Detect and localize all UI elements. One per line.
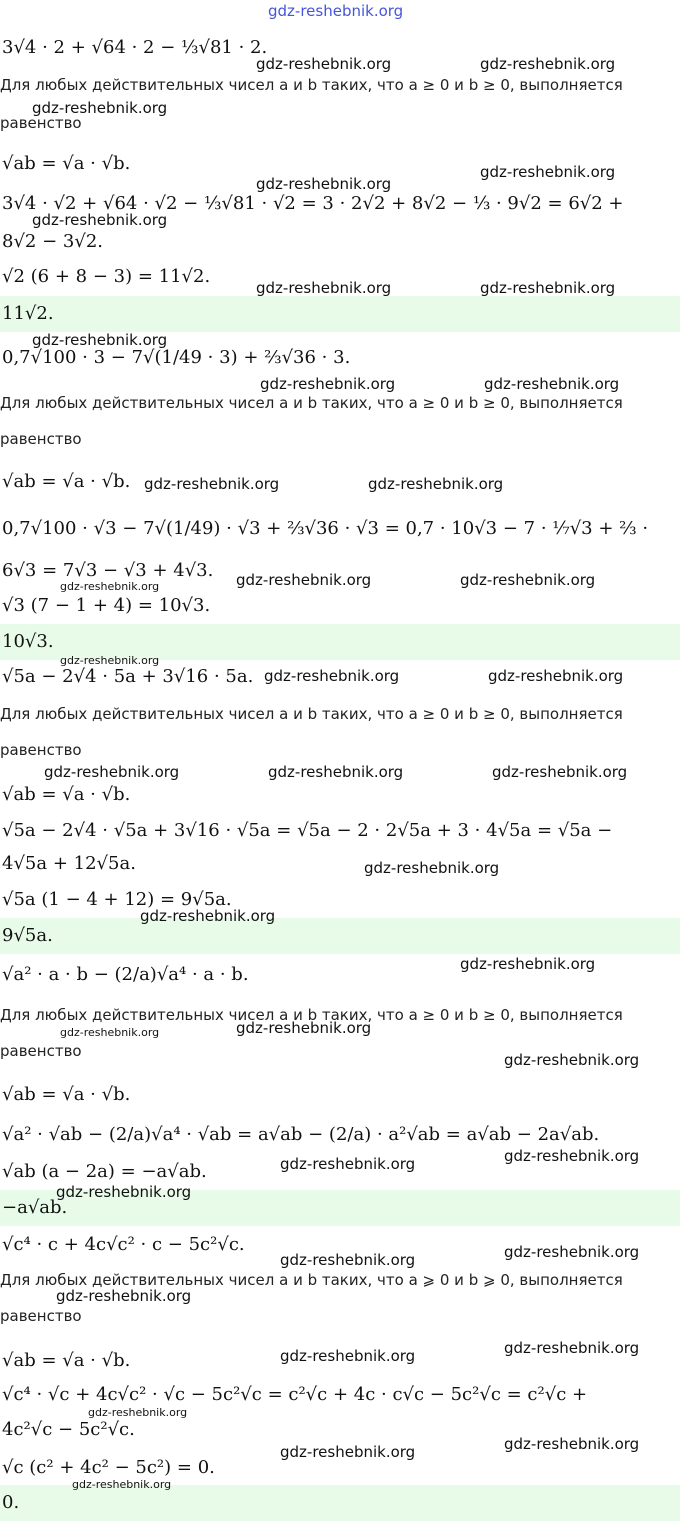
problem-4-rule-text: Для любых действительных чисел a и b таких, что a ≥ 0 и b ≥ 0, выполняется [0,1006,623,1024]
watermark: gdz-reshebnik.org [32,331,168,349]
watermark: gdz-reshebnik.org [484,375,620,393]
watermark: gdz-reshebnik.org [488,667,624,685]
problem-3-factored: √5a (1 − 4 + 12) = 9√5a. [2,889,232,910]
problem-5-expression: √c⁴ · c + 4c√c² · c − 5c²√c. [2,1234,245,1255]
problem-1-expression: 3√4 · 2 + √64 · 2 − ⅓√81 · 2. [2,37,268,58]
problem-2-identity: √ab = √a · √b. [2,471,131,492]
watermark: gdz-reshebnik.org [460,571,596,589]
watermark: gdz-reshebnik.org [236,1019,372,1037]
watermark: gdz-reshebnik.org [280,1155,416,1173]
watermark: gdz-reshebnik.org [260,375,396,393]
problem-4-identity: √ab = √a · √b. [2,1084,131,1105]
watermark: gdz-reshebnik.org [504,1339,640,1357]
problem-2-transform-line1: 0,7√100 · √3 − 7√(1/49) · √3 + ⅔√36 · √3 = 0,7 · 10√3 − 7 · ⅐√3 + ⅔ · [2,518,649,539]
watermark: gdz-reshebnik.org [460,955,596,973]
watermark: gdz-reshebnik.org [44,763,180,781]
problem-1-transform-line1: 3√4 · √2 + √64 · √2 − ⅓√81 · √2 = 3 · 2√2 + 8√2 − ⅓ · 9√2 = 6√2 + [2,193,624,214]
watermark: gdz-reshebnik.org [480,163,616,181]
watermark: gdz-reshebnik.org [504,1435,640,1453]
watermark: gdz-reshebnik.org [144,475,280,493]
problem-4-transform-line1: √a² · √ab − (2/a)√a⁴ · √ab = a√ab − (2/a) · a²√ab = a√ab − 2a√ab. [2,1124,600,1145]
watermark: gdz-reshebnik.org [56,1183,192,1201]
watermark: gdz-reshebnik.org [504,1243,640,1261]
problem-1-rule-text: Для любых действительных чисел a и b таких, что a ≥ 0 и b ≥ 0, выполняется [0,76,623,94]
problem-3-rule-text: Для любых действительных чисел a и b таких, что a ≥ 0 и b ≥ 0, выполняется [0,705,623,723]
problem-1-answer: 11√2. [2,303,54,324]
problem-2-answer: 10√3. [2,631,54,652]
problem-4-rule-continuation: равенство [0,1042,82,1060]
problem-1-rule-continuation: равенство [0,114,82,132]
watermark: gdz-reshebnik.org [56,1287,192,1305]
watermark: gdz-reshebnik.org [256,175,392,193]
watermark: gdz-reshebnik.org [280,1443,416,1461]
watermark: gdz-reshebnik.org [88,1406,188,1419]
problem-4-factored: √ab (a − 2a) = −a√ab. [2,1161,207,1182]
problem-3-expression: √5a − 2√4 · 5a + 3√16 · 5a. [2,666,254,687]
problem-1-transform-line2: 8√2 − 3√2. [2,231,103,252]
problem-2-factored: √3 (7 − 1 + 4) = 10√3. [2,595,211,616]
watermark: gdz-reshebnik.org [256,279,392,297]
problem-5-transform-line2: 4c²√c − 5c²√c. [2,1419,135,1440]
watermark: gdz-reshebnik.org [492,763,628,781]
problem-1-answer-band [0,296,680,332]
problem-5-identity: √ab = √a · √b. [2,1350,131,1371]
problem-4-answer: −a√ab. [2,1197,68,1218]
problem-3-rule-continuation: равенство [0,741,82,759]
problem-4-expression: √a² · a · b − (2/a)√a⁴ · a · b. [2,964,249,985]
problem-5-answer: 0. [2,1492,20,1513]
watermark: gdz-reshebnik.org [280,1251,416,1269]
watermark: gdz-reshebnik.org [72,1478,172,1491]
problem-3-transform-line2: 4√5a + 12√5a. [2,853,136,874]
watermark: gdz-reshebnik.org [60,654,160,667]
watermark: gdz-reshebnik.org [60,1026,160,1039]
watermark: gdz-reshebnik.org [480,55,616,73]
watermark: gdz-reshebnik.org [60,580,160,593]
problem-3-transform-line1: √5a − 2√4 · √5a + 3√16 · √5a = √5a − 2 · 2√5a + 3 · 4√5a = √5a − [2,820,613,841]
watermark-top: gdz-reshebnik.org [268,2,404,20]
problem-2-rule-text: Для любых действительных чисел a и b таких, что a ≥ 0 и b ≥ 0, выполняется [0,394,623,412]
problem-2-transform-line2: 6√3 = 7√3 − √3 + 4√3. [2,560,214,581]
watermark: gdz-reshebnik.org [280,1347,416,1365]
problem-3-answer-band [0,918,680,954]
problem-5-factored: √c (c² + 4c² − 5c²) = 0. [2,1457,215,1478]
watermark: gdz-reshebnik.org [504,1051,640,1069]
problem-1-identity: √ab = √a · √b. [2,153,131,174]
watermark: gdz-reshebnik.org [236,571,372,589]
watermark: gdz-reshebnik.org [480,279,616,297]
watermark: gdz-reshebnik.org [140,907,276,925]
problem-3-answer: 9√5a. [2,925,53,946]
watermark: gdz-reshebnik.org [504,1147,640,1165]
problem-3-identity: √ab = √a · √b. [2,784,131,805]
watermark: gdz-reshebnik.org [368,475,504,493]
watermark: gdz-reshebnik.org [32,99,168,117]
problem-5-transform-line1: √c⁴ · √c + 4c√c² · √c − 5c²√c = c²√c + 4c · c√c − 5c²√c = c²√c + [2,1384,588,1405]
problem-5-rule-continuation: равенство [0,1307,82,1325]
watermark: gdz-reshebnik.org [256,55,392,73]
watermark: gdz-reshebnik.org [364,859,500,877]
problem-2-expression: 0,7√100 · 3 − 7√(1/49 · 3) + ⅔√36 · 3. [2,347,351,368]
problem-1-factored: √2 (6 + 8 − 3) = 11√2. [2,266,211,287]
watermark: gdz-reshebnik.org [268,763,404,781]
watermark: gdz-reshebnik.org [32,211,168,229]
problem-2-rule-continuation: равенство [0,430,82,448]
problem-5-rule-text: Для любых действительных чисел a и b таких, что a ⩾ 0 и b ⩾ 0, выполняется [0,1271,623,1289]
watermark: gdz-reshebnik.org [264,667,400,685]
